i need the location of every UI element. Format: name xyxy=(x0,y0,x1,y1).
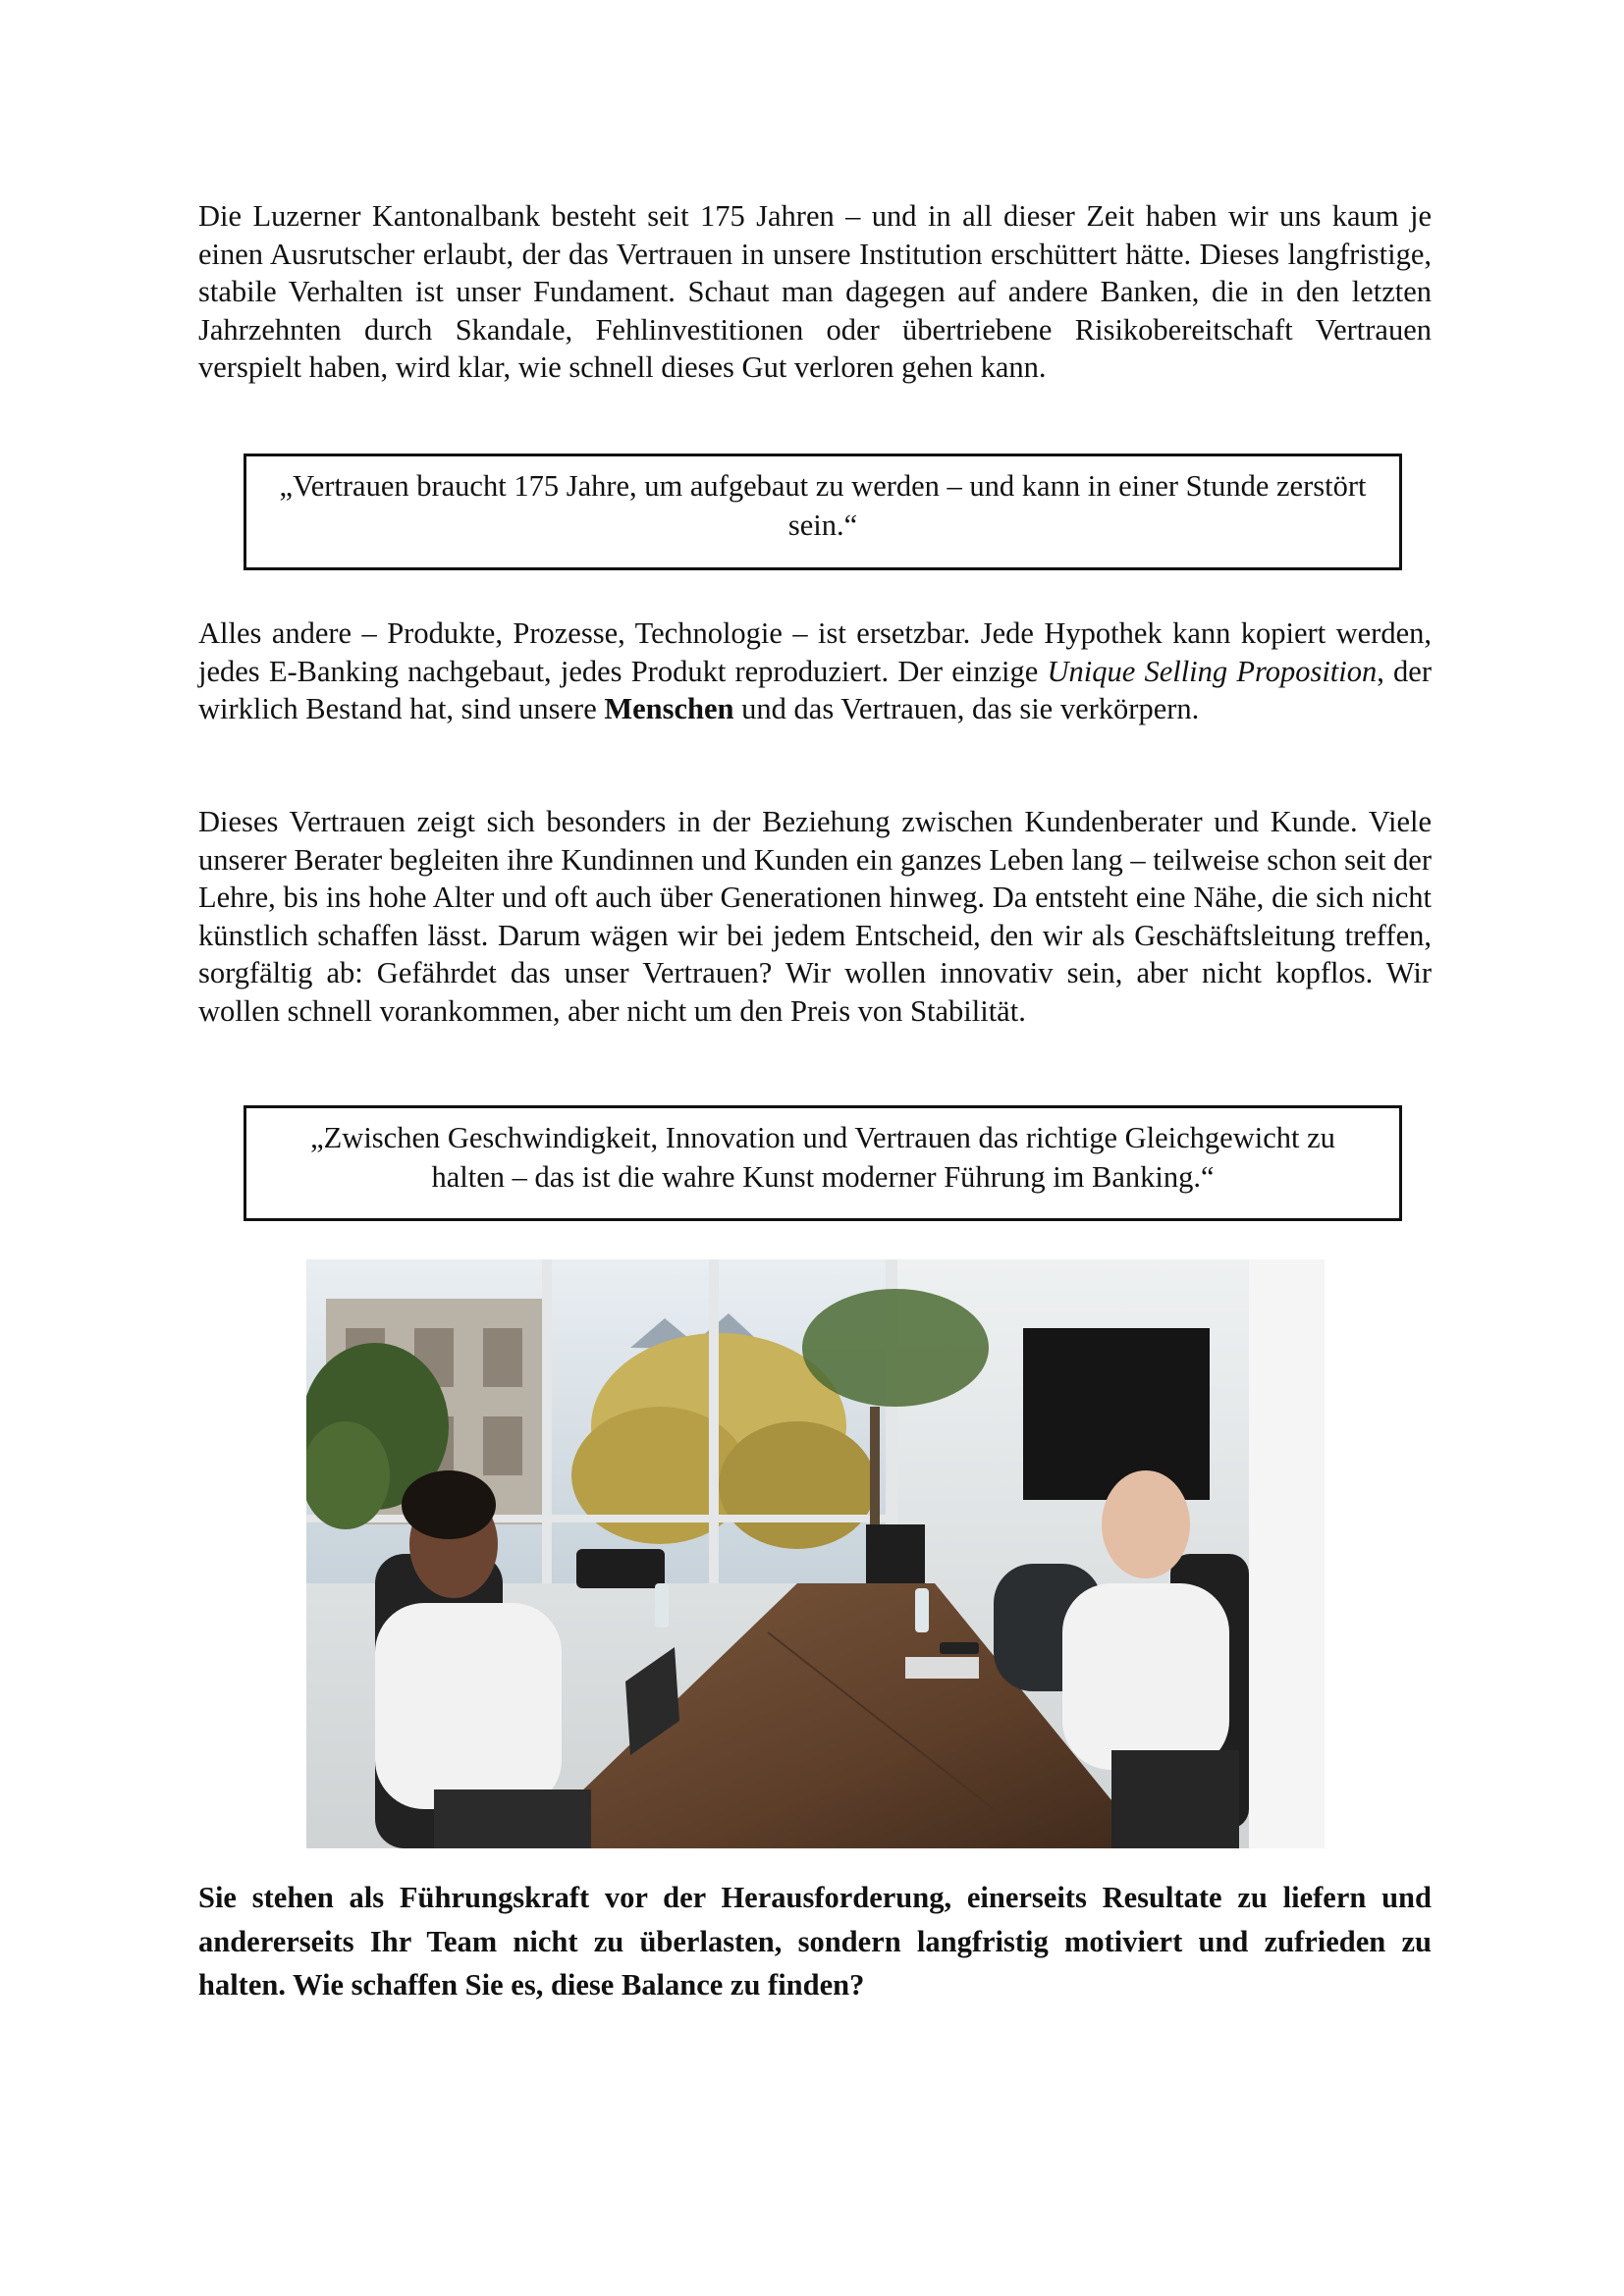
interview-photo xyxy=(306,1259,1325,1848)
relationship-paragraph: Dieses Vertrauen zeigt sich besonders in der Beziehung zwischen Kundenberater und Kunde. Viele unserer Berater begleiten ihre Kundinnen und Kunden ein ganzes Leben lang – teilweise schon seit der Lehre, bis ins hohe Alter und oft auch über Generationen hinweg. Da entsteht eine Nähe, die sich nicht künstlich schaffen lässt. Darum wägen wir bei jedem Entscheid, den wir als Geschäftsleitung treffen, sorgfältig ab: Gefährdet das unser Vertrauen? Wir wollen innovativ sein, aber nicht kopflos. Wir wollen schnell vorankommen, aber nicht um den Preis von Stabilität. xyxy=(198,805,1432,1028)
usp-term: Unique Selling Proposition xyxy=(1047,654,1378,688)
interview-photo-illustration xyxy=(306,1259,1325,1848)
people-paragraph-end: und das Vertrauen, das sie verkörpern. xyxy=(733,692,1200,726)
pull-quote-trust-text: „Vertrauen braucht 175 Jahre, um aufgebaut zu werden – und kann in einer Stunde zerstört sein.“ xyxy=(279,469,1367,542)
people-paragraph xyxy=(198,614,1432,728)
pull-quote-trust xyxy=(244,454,1402,570)
interview-question: Sie stehen als Führungskraft vor der Herausforderung, einerseits Resultate zu liefern und andererseits Ihr Team nicht zu überlasten, sondern langfristig motiviert und zufrieden zu halten. Wie schaffen Sie es, diese Balance zu finden? xyxy=(198,1881,1432,2002)
people-paragraph-start: Alles andere – Produkte, Prozesse, Technologie – ist ersetzbar. Jede Hypothek kann kopiert werden, jedes E-Banking nachgebaut, jedes Produkt reproduziert. Der einzige xyxy=(198,616,1432,688)
people-emphasis: Menschen xyxy=(604,692,734,726)
pull-quote-balance-text: „Zwischen Geschwindigkeit, Innovation und Vertrauen das richtige Gleichgewicht zu halten – das ist die wahre Kunst moderner Führung im Banking.“ xyxy=(310,1121,1335,1194)
people-paragraph-middle: , der wirklich Bestand hat, sind unsere xyxy=(198,654,1433,726)
intro-paragraph: Die Luzerner Kantonalbank besteht seit 175 Jahren – und in all dieser Zeit haben wir uns kaum je einen Ausrutscher erlaubt, der das Vertrauen in unsere Institution erschüttert hätte. Dieses langfristige, stabile Verhalten ist unser Fundament. Schaut man dagegen auf andere Banken, die in den letzten Jahrzehnten durch Skandale, Fehlinvestitionen oder übertriebene Risikobereitschaft Vertrauen verspielt haben, wird klar, wie schnell dieses Gut verloren gehen kann. xyxy=(198,199,1432,385)
pull-quote-balance xyxy=(244,1105,1402,1221)
